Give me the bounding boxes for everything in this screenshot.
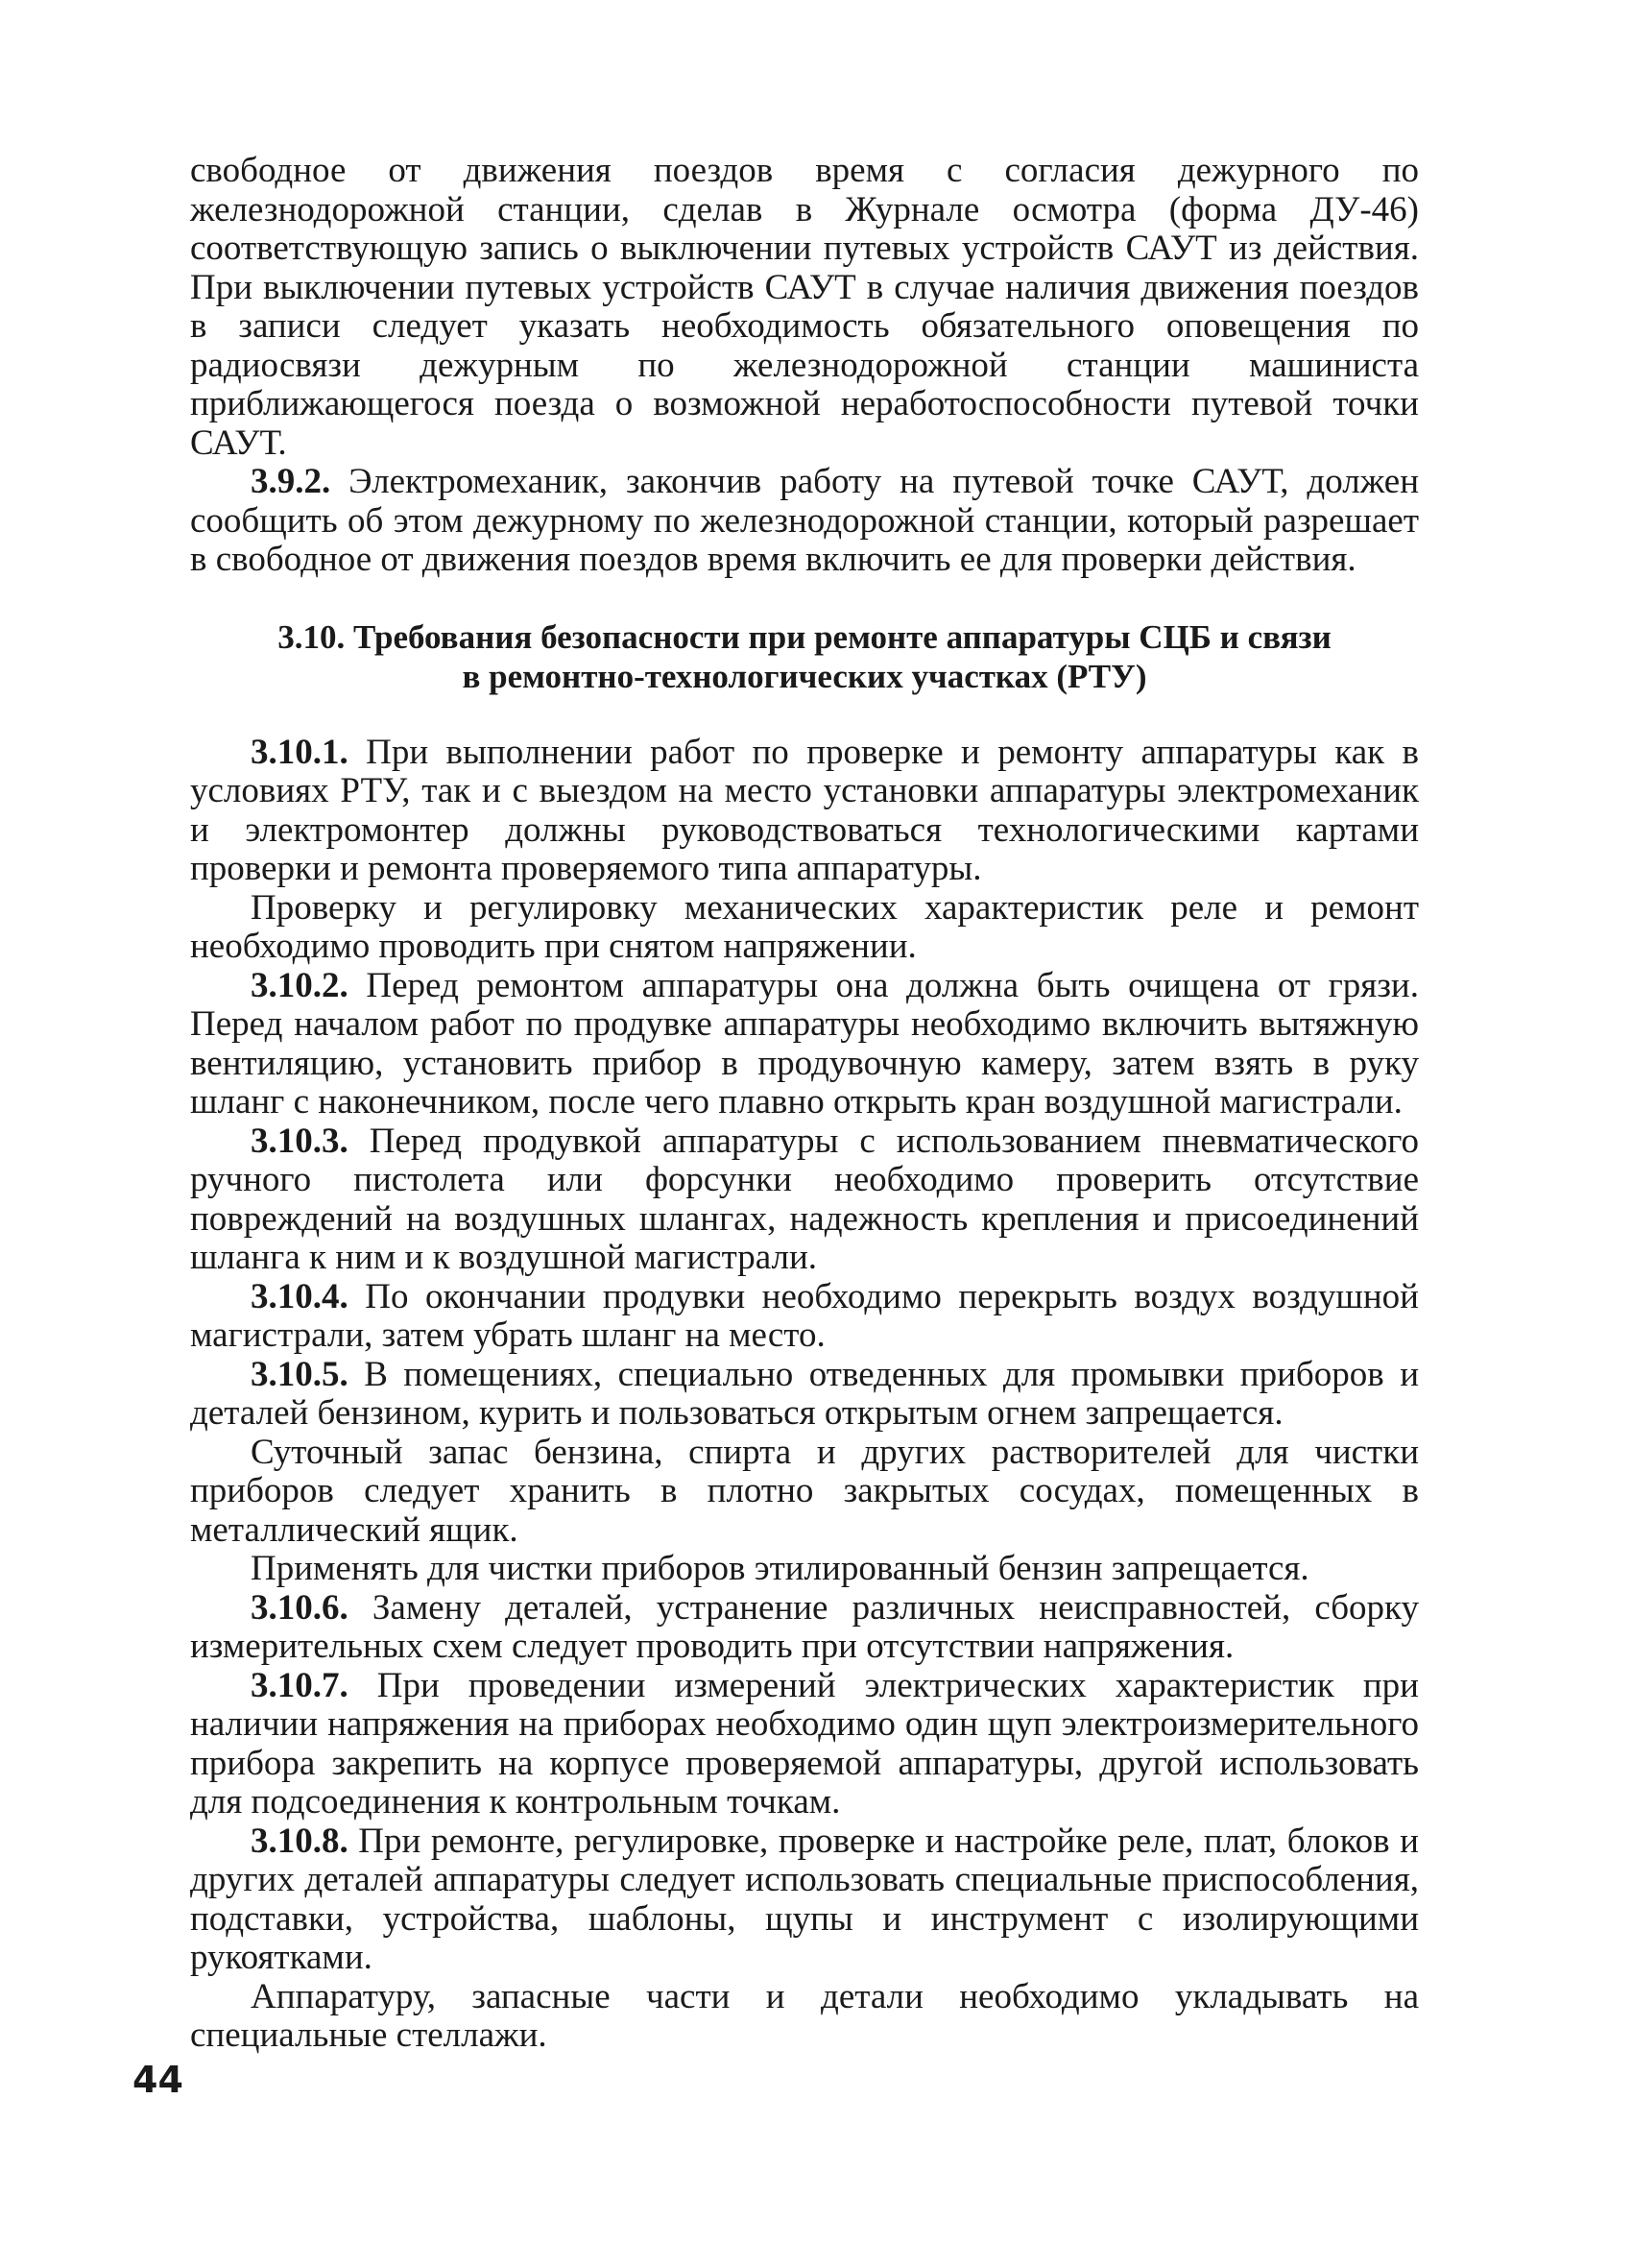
paragraph-number: 3.10.5. [251, 1354, 348, 1394]
paragraph-text: Проверку и регулировку механических характеристик реле и ремонт необходимо проводить при снятом напряжении. [190, 887, 1419, 966]
paragraph-text: Перед продувкой аппаратуры с использованием пневматического ручного пистолета или форсунки необходимо проверить отсутствие повреждений на воздушных шлангах, надежность крепления и присоединений шланга к ним и к воздушной магистрали. [190, 1121, 1419, 1277]
paragraph-text: При проведении измерений электрических характеристик при наличии напряжения на приборах необходимо один щуп электроизмерительного прибора закрепить на корпусе проверяемой аппаратуры, другой использовать для подсоединения к контрольным точкам. [190, 1665, 1419, 1822]
paragraph-3-10-1 [190, 734, 1419, 889]
paragraph-text: По окончании продувки необходимо перекрыть воздух воздушной магистрали, затем убрать шланг на место. [190, 1276, 1419, 1355]
page-number: 44 [132, 2059, 183, 2101]
paragraph-text: При ремонте, регулировке, проверке и настройке реле, плат, блоков и других деталей аппаратуры следует использовать специальные приспособления, подставки, устройства, шаблоны, щупы и инструмент с изолирующими рукоятками. [190, 1821, 1419, 1977]
section-title [190, 617, 1419, 696]
paragraph-3-9-2 [190, 463, 1419, 580]
paragraph-text: Применять для чистки приборов этилированный бензин запрещается. [251, 1549, 1309, 1588]
paragraph-3-10-6 [190, 1589, 1419, 1667]
paragraph-text: Замену деталей, устранение различных неисправностей, сборку измерительных схем следует проводить при отсутствии напряжения. [190, 1587, 1419, 1666]
paragraph-text: Электромеханик, закончив работу на путевой точке САУТ, должен сообщить об этом дежурному по железнодорожной станции, который разрешает в свободное от движения поездов время включить ее для проверки действия. [190, 462, 1419, 579]
paragraph-number: 3.10.3. [251, 1121, 348, 1161]
paragraph-text: При выполнении работ по проверке и ремонту аппаратуры как в условиях РТУ, так и с выездом на место установки аппаратуры электромеханик и электромонтер должны руководствоваться технологическими картами проверки и ремонта проверяемого типа аппаратуры. [190, 732, 1419, 888]
paragraph [190, 1978, 1419, 2056]
paragraph [190, 889, 1419, 967]
paragraph-text: Аппаратуру, запасные части и детали необходимо укладывать на специальные стеллажи. [190, 1976, 1419, 2055]
paragraph-3-10-3 [190, 1122, 1419, 1278]
paragraph-number: 3.10.6. [251, 1587, 348, 1628]
paragraph-number: 3.9.2. [251, 462, 331, 501]
paragraph-3-10-4 [190, 1278, 1419, 1356]
paragraph-number: 3.10.4. [251, 1276, 348, 1316]
paragraph-text: В помещениях, специально отведенных для промывки приборов и деталей бензином, курить и пользоваться открытым огнем запрещается. [190, 1354, 1419, 1433]
paragraph [190, 1434, 1419, 1551]
paragraph-text: Суточный запас бензина, спирта и других растворителей для чистки приборов следует хранить в плотно закрытых сосудах, помещенных в металлический ящик. [190, 1432, 1419, 1550]
section-title-line-2: в ремонтно-технологических участках (РТУ) [462, 657, 1147, 695]
paragraph-text: Перед ремонтом аппаратуры она должна быть очищена от грязи. Перед началом работ по продувке аппаратуры необходимо включить вытяжную вентиляцию, установить прибор в продувочную камеру, затем взять в руку шланг с наконечником, после чего плавно открыть кран воздушной магистрали. [190, 965, 1419, 1122]
paragraph [190, 1550, 1419, 1589]
paragraph-3-10-2 [190, 967, 1419, 1122]
body-text [190, 152, 1419, 2056]
paragraph-number: 3.10.8. [251, 1821, 348, 1861]
paragraph-number: 3.10.1. [251, 732, 348, 772]
section-title-line-1: 3.10. Требования безопасности при ремонте аппаратуры СЦБ и связи [277, 617, 1332, 656]
paragraph-3-10-5 [190, 1356, 1419, 1434]
paragraph-text: свободное от движения поездов время с согласия дежурного по железнодорожной станции, сделав в Журнале осмотра (форма ДУ-46) соответствующую запись о выключении путевых устройств САУТ из действия. При выключении путевых устройств САУТ в случае наличия движения поездов в записи следует указать необходимость обязательного оповещения по радиосвязи дежурным по железнодорожной станции машиниста приближающегося поезда о возможной неработоспособности путевой точки САУТ. [190, 151, 1419, 463]
paragraph-continuation [190, 152, 1419, 463]
paragraph-number: 3.10.7. [251, 1665, 348, 1705]
paragraph-3-10-8 [190, 1822, 1419, 1978]
paragraph-3-10-7 [190, 1667, 1419, 1822]
paragraph-number: 3.10.2. [251, 965, 348, 1005]
